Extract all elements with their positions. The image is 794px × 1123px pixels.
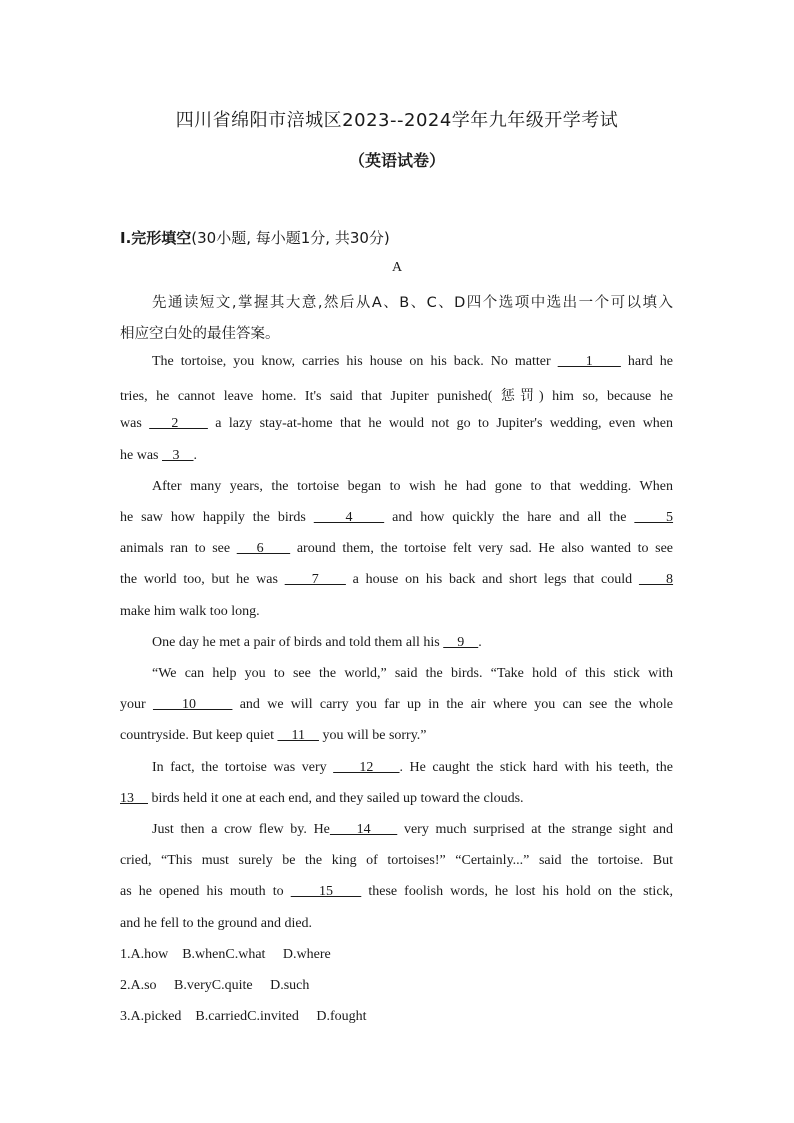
blank-1: 1 [557,354,621,369]
passage-line [152,635,673,651]
text: around them, the tortoise felt very sad. He also wanted to see [296,541,674,556]
passage-line: cried, “This must surely be the king of tortoises!” “Certainly...” said the tortoise. But [120,853,673,868]
passage-line: After many years, the tortoise began to wish he had gone to that wedding. When [152,479,673,494]
text: very much surprised at the strange sight and [403,822,674,837]
text: hard he [627,354,674,369]
question-3-options: 3.A.picked B.carriedC.invited D.fought [120,1009,367,1024]
passage-line [120,416,673,432]
section-meta: (30小题, 每小题1分, 共30分) [191,229,390,247]
blank-10: 10 [152,697,233,712]
question-1-options: 1.A.how B.whenC.what D.where [120,947,331,962]
text: The tortoise, you know, carries his house on his back. No matter [152,354,551,369]
section-label: Ⅰ.完形填空 [120,229,192,247]
text: these foolish words, he lost his hold on the stick, [368,884,674,899]
exam-subtitle: （英语试卷） [348,151,445,170]
text: In fact, the tortoise was very [152,760,327,775]
passage-line [120,510,673,526]
blank-14: 14 [329,822,398,837]
passage-line [120,448,673,464]
text: . [193,448,197,463]
text: . He caught the stick hard with his teeth, the [399,760,674,775]
text: a lazy stay-at-home that he would not go to Jupiter's wedding, even when [215,416,674,431]
passage-line [120,697,673,713]
text: he was [120,448,159,463]
passage-line: make him walk too long. [120,604,260,619]
exam-title: 四川省绵阳市涪城区2023--2024学年九年级开学考试 [175,110,619,131]
text: was [120,416,142,431]
passage-line: and he fell to the ground and died. [120,916,313,931]
text: animals ran to see [120,541,231,556]
text: he saw how happily the birds [120,510,306,525]
text: a house on his back and short legs that could [352,572,633,587]
text: and we will carry you far up in the air where you can see the whole [239,697,674,712]
blank-9: 9 [443,635,479,650]
text: the world too, but he was [120,572,278,587]
blank-3: 3 [162,448,194,463]
blank-12: 12 [333,760,400,775]
blank-8: 8 [638,572,674,587]
passage-line [152,354,673,370]
part-label: A [391,260,403,275]
text: One day he met a pair of birds and told them all his [152,635,440,650]
blank-7: 7 [284,572,346,587]
passage-line [120,884,673,900]
blank-15: 15 [290,884,362,899]
text: you will be sorry.” [322,728,427,743]
text: . [478,635,482,650]
blank-13: 13 [120,791,148,806]
passage-line [152,822,673,838]
blank-4: 4 [313,510,385,525]
blank-11: 11 [277,728,319,743]
passage-line [120,791,673,807]
blank-6: 6 [236,541,291,556]
instruction-line-2: 相应空白处的最佳答案。 [120,326,280,342]
question-2-options: 2.A.so B.veryC.quite D.such [120,978,310,993]
text: your [120,697,146,712]
passage-line: tries, he cannot leave home. It's said that Jupiter punished( 惩罚) him so, because he [120,389,673,404]
blank-2: 2 [149,416,208,431]
text: as he opened his mouth to [120,884,284,899]
passage-line [120,728,673,744]
instruction-line-1: 先通读短文,掌握其大意,然后从A、B、C、D四个选项中选出一个可以填入 [152,295,673,311]
passage-line: “We can help you to see the world,” said the birds. “Take hold of this stick with [152,666,673,681]
text: Just then a crow flew by. He [152,822,330,837]
passage-line [120,541,673,557]
text: birds held it one at each end, and they sailed up toward the clouds. [151,791,524,806]
blank-5: 5 [634,510,674,525]
text: countryside. But keep quiet [120,728,274,743]
text: and how quickly the hare and all the [392,510,627,525]
passage-line [152,760,673,776]
section-heading [120,227,390,248]
passage-line [120,572,673,588]
